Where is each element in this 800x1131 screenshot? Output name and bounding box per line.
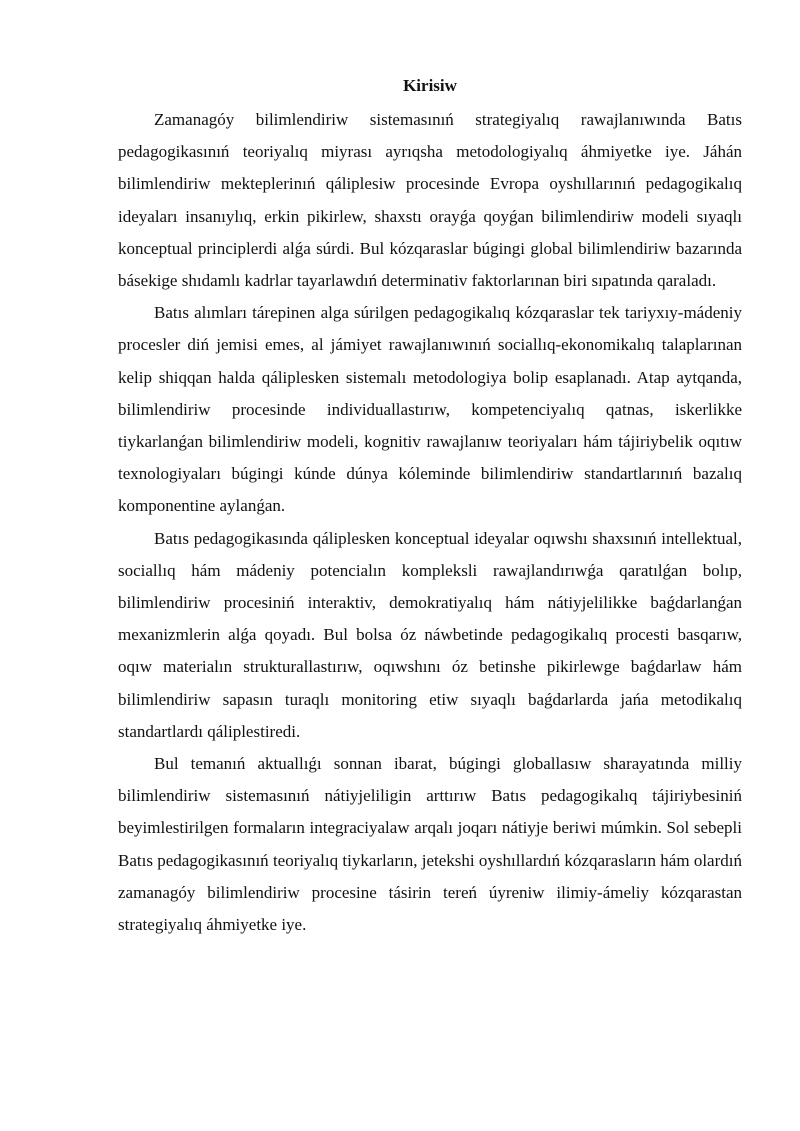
paragraph-2: Batıs alımları tárepinen alga súrilgen pedagogikalıq kózqaraslar tek tariyxıy-mádeniy procesler diń jemisi emes, al jámiyet rawajlanıwınıń sociallıq-ekonomikalıq talaplarınan kelip shiqqan halda qáliplesken sistemalı metodologiya bolip esaplanadı. Atap aytqanda, bilimlendiriw procesinde individuallastırıw, kompetenciyalıq qatnas, iskerlikke tiykarlanǵan bilimlendiriw modeli, kognitiv rawajlanıw teoriyaları hám tájiriybelik oqıtıw texnologiyaları búgingi kúnde dúnya kóleminde bilimlendiriw standartlarınıń bazalıq komponentine aylanǵan. <box>118 303 742 516</box>
page-title: Kirisiw <box>403 76 457 95</box>
paragraph-4: Bul temanıń aktuallıǵı sonnan ibarat, búgingi globallasıw sharayatında milliy bilimlendiriw sistemasınıń nátiyjeliligin arttırıw Batıs pedagogikalıq tájiriybesiniń beyimlestirilgen formaların integraciyalaw arqalı joqarı nátiyje beriwi múmkin. Sol sebepli Batıs pedagogikasınıń teoriyalıq tiykarların, jetekshi oyshıllardıń kózqarasların hám olardıń zamanagóy bilimlendiriw procesine tásirin tereń úyreniw ilimiy-ámeliy kózqarastan strategiyalıq áhmiyetke iye. <box>118 754 742 935</box>
paragraph-3: Batıs pedagogikasında qáliplesken konceptual ideyalar oqıwshı shaxsınıń intellektual, sociallıq hám mádeniy potencialın kompleksli rawajlandırıwǵa qaratılǵan bolıp, bilimlendiriw procesiniń interaktiv, demokratiyalıq hám nátiyjelilikke baǵdarlanǵan mexanizmlerin alǵa qoyadı. Bul bolsa óz náwbetinde pedagogikalıq procesti basqarıw, oqıw materialın strukturallastırıw, oqıwshını óz betinshe pikirlewge baǵdarlaw hám bilimlendiriw sapasın turaqlı monitoring etiw sıyaqlı baǵdarlarda jańa metodikalıq standartlardı qáliplestiredi. <box>118 528 742 741</box>
document-page <box>118 72 742 941</box>
paragraph-1: Zamanagóy bilimlendiriw sistemasınıń strategiyalıq rawajlanıwında Batıs pedagogikasınıń teoriyalıq miyrası ayrıqsha metodologiyalıq áhmiyetke iye. Jáhán bilimlendiriw mekteplerinıń qáliplesiw procesinde Evropa oyshıllarınıń pedagogikalıq ideyaları insanıylıq, erkin pikirlew, shaxstı orayǵa qoyǵan bilimlendiriw modeli sıyaqlı konceptual principlerdi alǵa súrdi. Bul kózqaraslar búgingi global bilimlendiriw bazarında básekige shıdamlı kadrlar tayarlawdıń determinativ faktorlarınan biri sıpatında qaraladı. <box>118 110 742 291</box>
